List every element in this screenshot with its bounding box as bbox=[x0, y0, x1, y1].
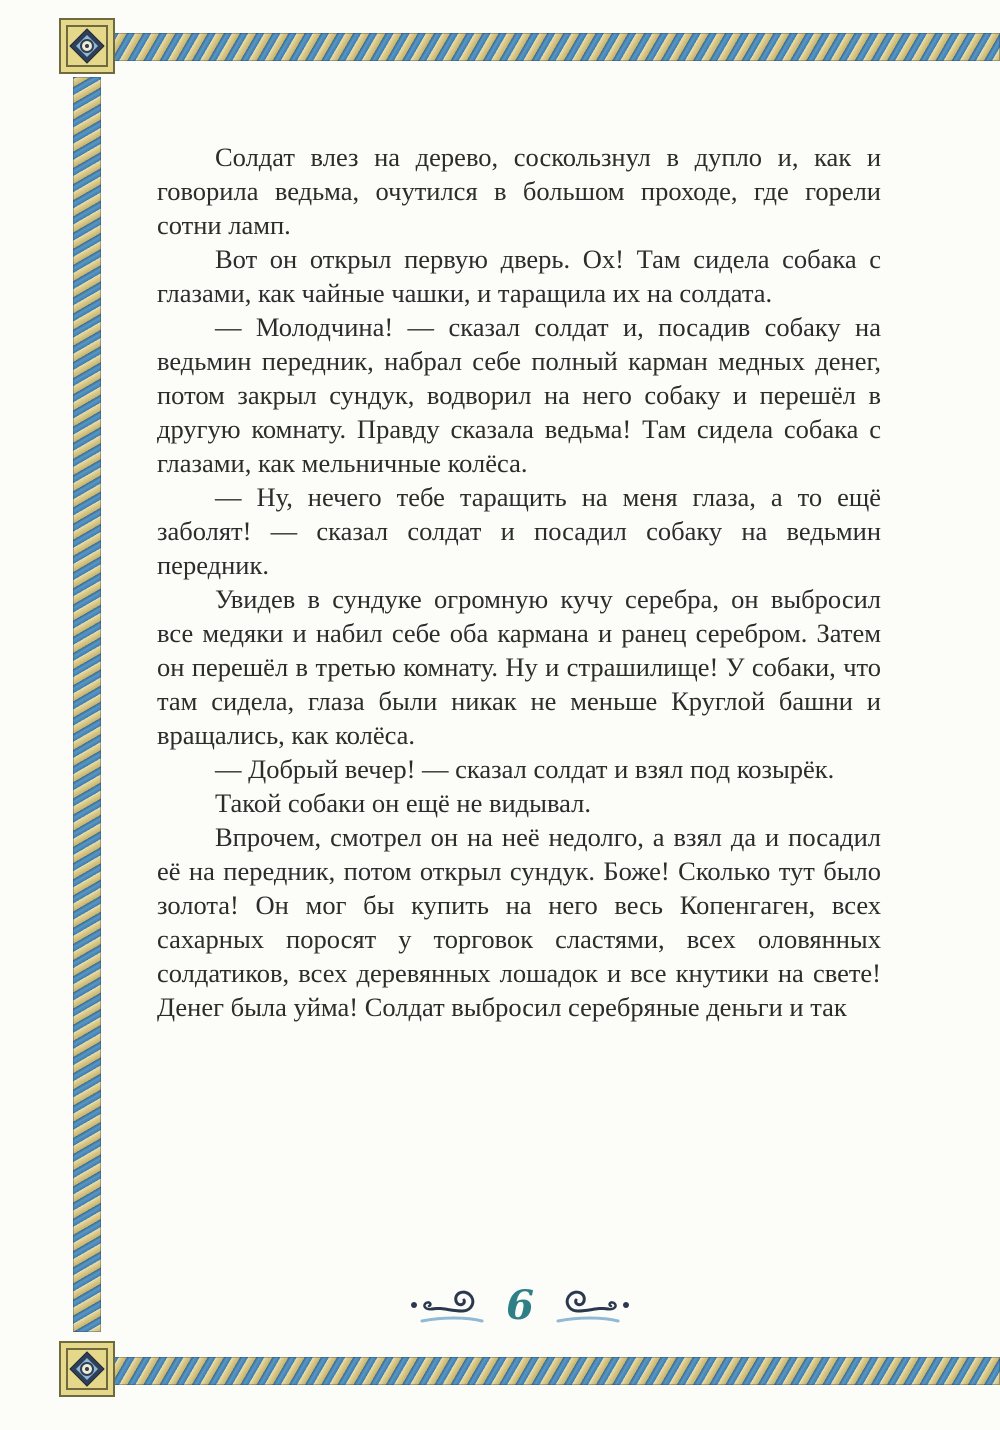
paragraph: — Молодчина! — сказал солдат и, посадив собаку на ведьмин передник, набрал себе полный карман медных денег, потом закрыл сундук, водворил на него собаку и перешёл в другую комнату. Правду сказала ведьма! Там сидела собака с глазами, как мельничные колёса. bbox=[157, 312, 881, 478]
swirl-ornament-icon bbox=[402, 1273, 492, 1338]
page-border-bottom bbox=[112, 1357, 1000, 1385]
paragraph: Увидев в сундуке огромную кучу серебра, он выбросил все медяки и набил себе оба кармана и ранец серебром. Затем он перешёл в третью комнату. Ну и страшилище! У собаки, что там сидела, глаза были никак не меньше Круглой башни и вращались, как колёса. bbox=[157, 584, 881, 750]
paragraph: — Добрый вечер! — сказал солдат и взял под козырёк. bbox=[215, 754, 835, 784]
paragraph: Солдат влез на дерево, соскользнул в дупло и, как и говорила ведьма, очутился в большом проходе, где горели сотни ламп. bbox=[157, 142, 881, 240]
page-border-left bbox=[73, 77, 101, 1332]
diamond-ornament-icon bbox=[65, 24, 109, 68]
corner-ornament-bottom bbox=[59, 1341, 115, 1397]
page-border-top bbox=[112, 33, 1000, 61]
body-text bbox=[157, 140, 881, 1024]
paragraph: Вот он открыл первую дверь. Ох! Там сидела собака с глазами, как чайные чашки, и таращила их на солдата. bbox=[157, 244, 881, 308]
swirl-ornament-icon bbox=[548, 1273, 638, 1338]
diamond-ornament-icon bbox=[65, 1347, 109, 1391]
corner-ornament-top bbox=[59, 18, 115, 74]
page-number: 6 bbox=[506, 1281, 534, 1329]
paragraph: Впрочем, смотрел он на неё недолго, а взял да и посадил её на передник, потом открыл сундук. Боже! Сколько тут было золота! Он мог бы купить на него весь Копенгаген, всех сахарных поросят у торговок сластями, всех оловянных солдатиков, всех деревянных лошадок и все кнутики на свете! Денег была уйма! Солдат выбросил серебряные деньги и так bbox=[157, 822, 881, 1022]
paragraph: Такой собаки он ещё не видывал. bbox=[215, 788, 591, 818]
paragraph: — Ну, нечего тебе таращить на меня глаза, а то ещё заболят! — сказал солдат и посадил собаку на ведьмин передник. bbox=[157, 482, 881, 580]
page-footer bbox=[400, 1270, 640, 1340]
